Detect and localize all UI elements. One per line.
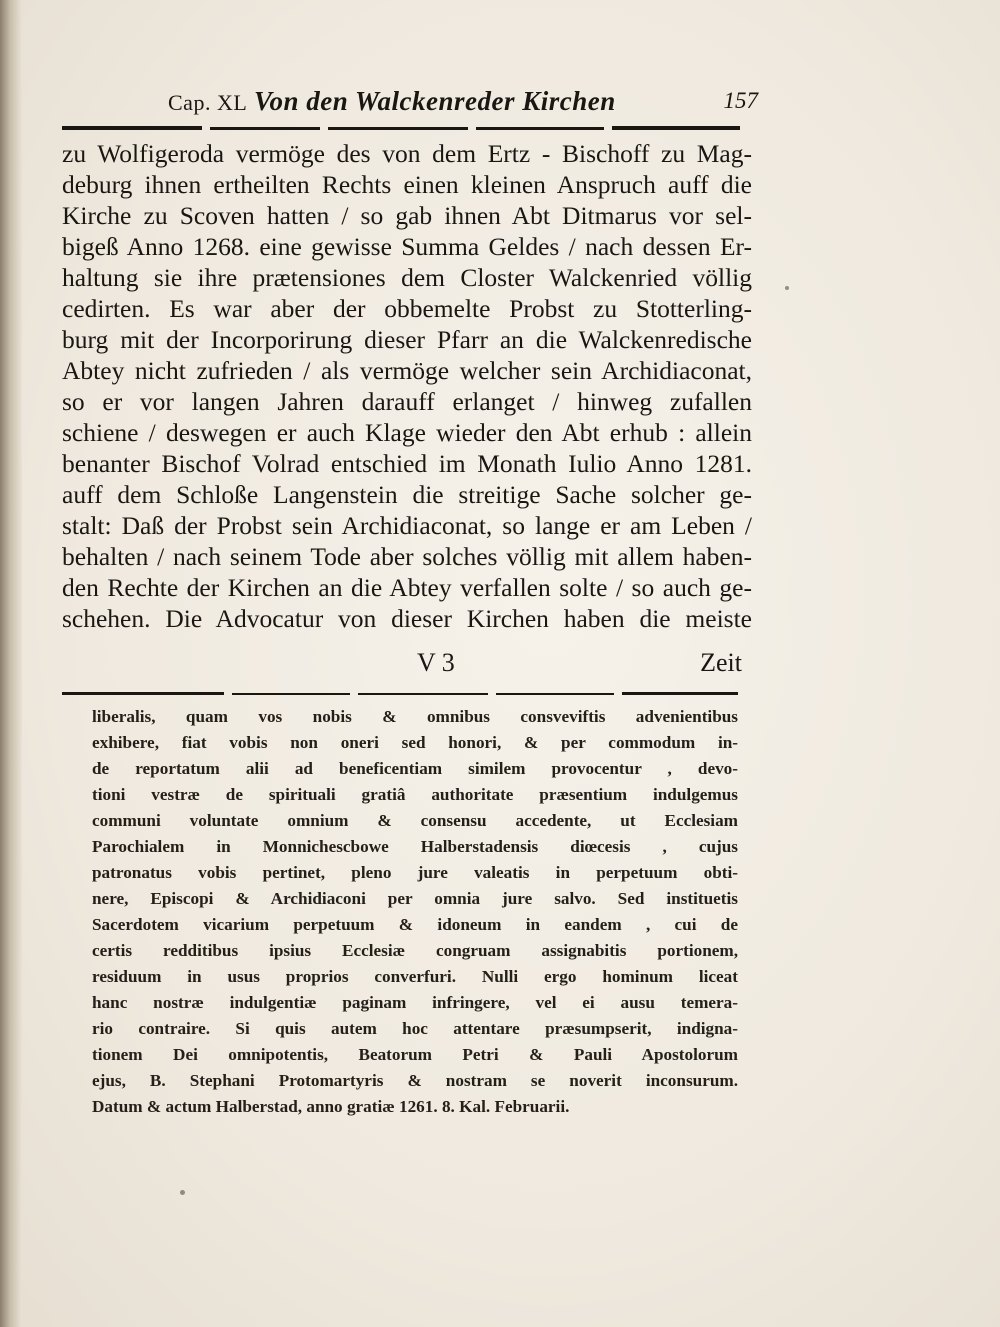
footnote-line: tioni vestræ de spirituali gratiâ authoritate præsentium indulgemus	[92, 785, 738, 804]
footnote-line: certis redditibus ipsius Ecclesiæ congruam assignabitis portionem,	[92, 941, 738, 960]
footnote-line: Datum & actum Halberstad, anno gratiæ 1261. 8. Kal. Februarii.	[92, 1097, 570, 1116]
header-rule-segment	[328, 127, 468, 130]
header-rule-segment	[62, 126, 202, 130]
header-rule-segment	[476, 127, 604, 130]
catchword: Zeit	[700, 648, 742, 677]
text-line: zu Wolfigeroda vermöge des von dem Ertz - Bischoff zu Mag-	[62, 139, 752, 168]
text-line: burg mit der Incorporirung dieser Pfarr an die Walckenredische	[62, 325, 752, 354]
footnote-text-block	[92, 704, 738, 1120]
text-line: cedirten. Es war aber der obbemelte Probst zu Stotterling-	[62, 294, 752, 323]
footnote-line: patronatus vobis pertinet, pleno jure valeatis in perpetuum obti-	[92, 863, 738, 882]
page-gutter-shadow	[0, 0, 22, 1327]
text-line: schiene / deswegen er auch Klage wieder den Abt erhub : allein	[62, 418, 752, 447]
footnote-line: Sacerdotem vicarium perpetuum & idoneum in eandem , cui de	[92, 915, 738, 934]
footnote-rule-segment	[232, 693, 350, 695]
footnote-line: de reportatum alii ad beneficentiam similem provocentur , devo-	[92, 759, 738, 778]
footnote-line: rio contraire. Si quis autem hoc attentare præsumpserit, indigna-	[92, 1019, 738, 1038]
footnote-line: hanc nostræ indulgentiæ paginam infringere, vel ei ausu temera-	[92, 993, 738, 1012]
footnote-rule-segment	[622, 692, 738, 695]
footnote-line: tionem Dei omnipotentis, Beatorum Petri & Pauli Apostolorum	[92, 1045, 738, 1064]
footnote-line: liberalis, quam vos nobis & omnibus consveviftis advenientibus	[92, 707, 738, 726]
footnote-rule-segment	[62, 692, 224, 695]
text-line: auff dem Schloße Langenstein die streitige Sache solcher ge-	[62, 480, 752, 509]
footnote-rule-segment	[358, 693, 488, 695]
text-line: behalten / nach seinem Tode aber solches völlig mit allem haben-	[62, 542, 752, 571]
ink-speck	[785, 286, 789, 290]
chapter-label: Cap. XL	[168, 90, 248, 115]
text-line: Abtey nicht zufrieden / als vermöge welcher sein Archidiaconat,	[62, 356, 752, 385]
text-line: stalt: Daß der Probst sein Archidiaconat, so lange er am Leben /	[62, 511, 752, 540]
text-line: haltung sie ihre prætensiones dem Closter Walckenried völlig	[62, 263, 752, 292]
ink-speck	[180, 1190, 185, 1195]
text-line: Kirche zu Scoven hatten / so gab ihnen Abt Ditmarus vor sel-	[62, 201, 752, 230]
catchword-line	[62, 648, 742, 682]
text-line: so er vor langen Jahren darauff erlanget / hinweg zufallen	[62, 387, 752, 416]
text-line: deburg ihnen ertheilten Rechts einen kleinen Anspruch auff die	[62, 170, 752, 199]
text-line: den Rechte der Kirchen an die Abtey verfallen solte / so auch ge-	[62, 573, 752, 602]
footnote-rule-segment	[496, 693, 614, 695]
text-line: benanter Bischof Volrad entschied im Monath Iulio Anno 1281.	[62, 449, 752, 478]
header-rule-segment	[210, 127, 320, 130]
running-title: Von den Walckenreder Kirchen	[254, 86, 616, 116]
footnote-line: exhibere, fiat vobis non oneri sed honori, & per commodum in-	[92, 733, 738, 752]
text-line: bigeß Anno 1268. eine gewisse Summa Geldes / nach dessen Er-	[62, 232, 752, 261]
footnote-line: Parochialem in Monnichescbowe Halberstadensis diœcesis , cujus	[92, 837, 738, 856]
footnote-line: residuum in usus proprios converfuri. Nulli ergo hominum liceat	[92, 967, 738, 986]
main-text-block	[62, 138, 752, 634]
running-header	[168, 84, 758, 124]
footnote-line: ejus, B. Stephani Protomartyris & nostram se noverit inconsurum.	[92, 1071, 738, 1090]
footnote-line: nere, Episcopi & Archidiaconi per omnia jure salvo. Sed instituetis	[92, 889, 738, 908]
footnote-line: communi voluntate omnium & consensu accedente, ut Ecclesiam	[92, 811, 738, 830]
page-number: 157	[723, 88, 758, 113]
header-rule-segment	[612, 126, 740, 130]
text-line: schehen. Die Advocatur von dieser Kirchen haben die meiste	[62, 604, 752, 633]
signature-mark: V 3	[417, 648, 455, 677]
